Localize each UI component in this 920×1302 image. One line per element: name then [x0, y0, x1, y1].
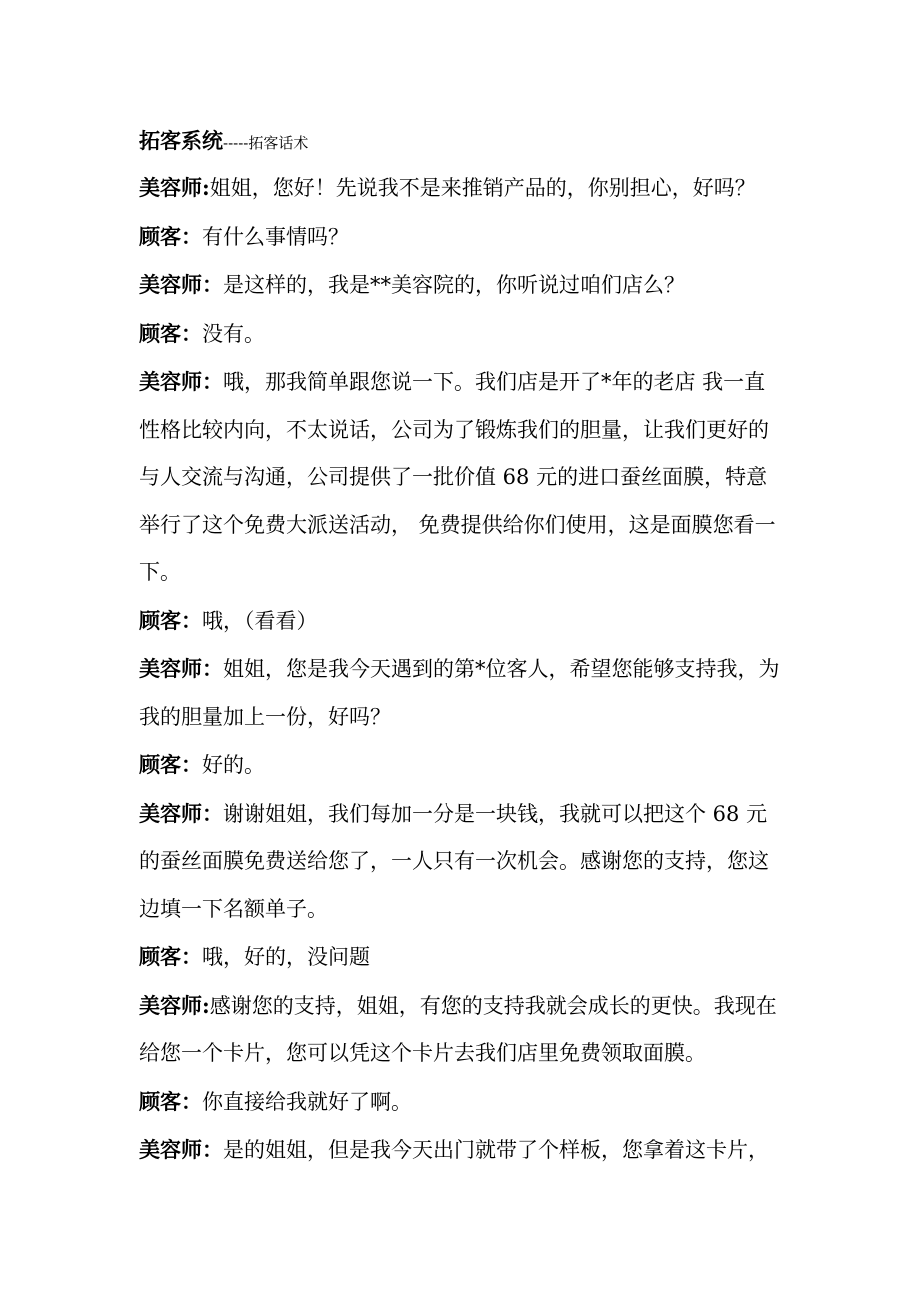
- speaker-label: 美容师：: [139, 800, 223, 826]
- speaker-label: 美容师：: [139, 1137, 223, 1162]
- dialogue-turn: [139, 1126, 784, 1175]
- dialogue-turn: [139, 982, 784, 1078]
- dialogue-turn: [139, 310, 784, 359]
- title-sub: -----拓客话术: [223, 134, 309, 152]
- speech-text: 哦，（看看）: [202, 608, 318, 633]
- document-body: [139, 117, 784, 1175]
- speech-text: 是这样的，我是**美容院的，你听说过咱们店么？: [223, 273, 685, 297]
- dialogue-turn: [139, 790, 784, 934]
- speech-text: 感谢您的支持，姐姐，有您的支持我就会成长的更快。我现在给您一个卡片，您可以凭这个卡片去我们店里免费领取面膜。: [139, 993, 777, 1065]
- speech-text: 哦，好的，没问题: [202, 945, 370, 969]
- speaker-label: 美容师：: [139, 272, 223, 297]
- speaker-label: 顾客：: [139, 1088, 202, 1114]
- speaker-label: 顾客：: [139, 752, 202, 777]
- speech-text: 好的。: [202, 753, 265, 777]
- dialogue-turn: [139, 645, 784, 741]
- dialogue-turn: [139, 597, 784, 646]
- speech-text: 你直接给我就好了啊。: [202, 1089, 412, 1114]
- speech-text: 姐姐，您是我今天遇到的第*位客人，希望您能够支持我，为我的胆量加上一份，好吗？: [139, 657, 780, 729]
- speaker-label: 顾客：: [139, 944, 202, 969]
- speech-text: 姐姐，您好！先说我不是来推销产品的，你别担心，好吗？: [209, 176, 756, 200]
- speaker-label: 顾客：: [139, 320, 202, 346]
- speech-text: 谢谢姐姐，我们每加一分是一块钱，我就可以把这个 68 元的蚕丝面膜免费送给您了，一人只有一次机会。感谢您的支持，您这边填一下名额单子。: [139, 801, 769, 921]
- dialogue-turn: [139, 741, 784, 790]
- speaker-label: 美容师:: [139, 992, 210, 1018]
- speech-text: 哦，那我简单跟您说一下。我们店是开了*年的老店 我一直性格比较内向，不太说话，公司为了锻炼我们的胆量，让我们更好的与人交流与沟通，公司提供了一批价值 68 元的进口蚕丝面膜，特意举行了这个免费大派送活动， 免费提供给你们使用，这是面膜您看一下。: [139, 370, 776, 584]
- speech-text: 有什么事情吗？: [202, 224, 349, 249]
- dialogue-turn: [139, 1078, 784, 1127]
- speech-text: 没有。: [202, 321, 265, 346]
- speaker-label: 顾客：: [139, 223, 202, 249]
- speaker-label: 美容师：: [139, 656, 223, 681]
- speaker-label: 美容师:: [139, 175, 210, 200]
- dialogue-turn: [139, 358, 784, 597]
- speaker-label: 美容师：: [139, 369, 223, 394]
- speaker-label: 顾客：: [139, 607, 202, 633]
- title-main: 拓客系统: [139, 128, 223, 153]
- document-title: [139, 117, 784, 164]
- dialogue-turn: [139, 164, 784, 213]
- speech-text: 是的姐姐，但是我今天出门就带了个样板，您拿着这卡片，: [223, 1138, 769, 1162]
- dialogue-turn: [139, 933, 784, 982]
- dialogue-turn: [139, 261, 784, 310]
- dialogue-turn: [139, 213, 784, 262]
